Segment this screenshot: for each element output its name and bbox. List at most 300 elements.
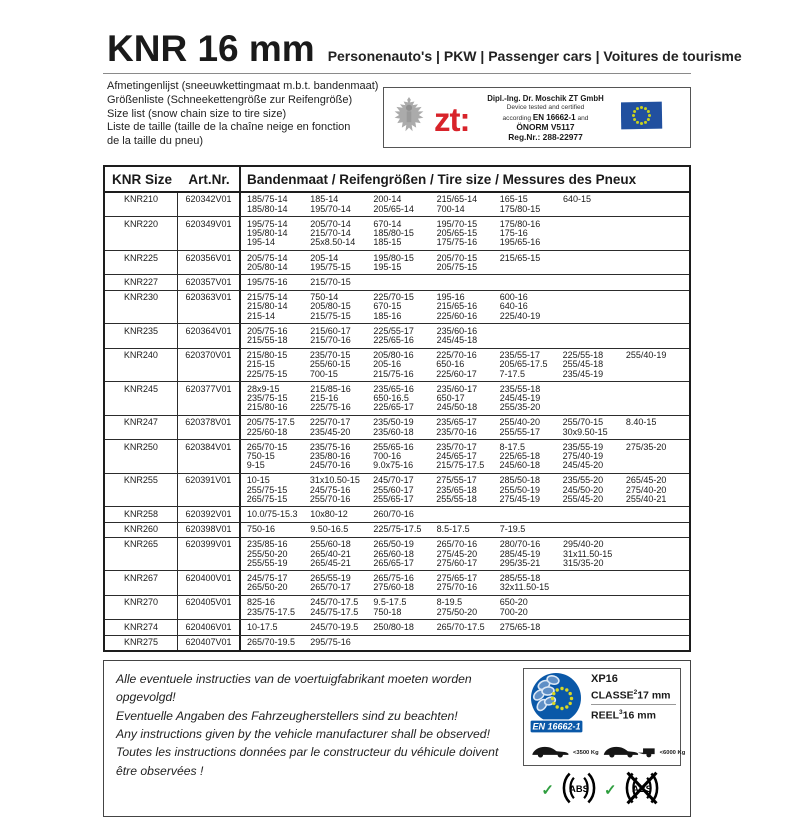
- tire-size-value: 10x80-12: [310, 508, 348, 519]
- no-abs-check-icon: ✓: [604, 781, 617, 799]
- tire-size-value: 9.5-17.5: [373, 597, 407, 608]
- tire-size-value: 255/60-15: [309, 359, 351, 370]
- reel-label: REEL: [591, 709, 620, 722]
- page-title: KNR 16 mm: [107, 28, 315, 69]
- tire-size-value: 235/50-19: [373, 417, 414, 428]
- tire-size-value: 255/55-17: [499, 426, 540, 437]
- tire-column: [247, 623, 310, 632]
- tire-sizes-cell: [239, 636, 689, 650]
- table-row: [105, 251, 689, 275]
- tire-sizes-cell: [239, 507, 689, 521]
- tire-column: [373, 351, 436, 379]
- knr-size-cell: KNR275: [105, 636, 178, 650]
- tire-size-value: 205/65-14: [373, 203, 414, 214]
- car-icon: [528, 743, 572, 763]
- art-nr-cell: 620342V01: [185, 194, 232, 205]
- tire-size-value: 195/80-14: [247, 228, 288, 239]
- knr-size-cell: KNR255: [105, 474, 178, 507]
- tire-size-value: 245/70-17: [373, 475, 414, 486]
- tire-size-value: 225/65-16: [373, 334, 414, 345]
- header-knr-size: KNR Size: [111, 171, 172, 187]
- tire-column: [373, 327, 436, 345]
- tire-size-value: 650-20: [499, 597, 528, 608]
- tire-size-value: 235/55-19: [562, 441, 604, 452]
- tire-size-value: 255/50-19: [499, 484, 540, 495]
- abs-logo-icon: [558, 771, 600, 810]
- tire-column: [310, 220, 373, 248]
- title-divider: [103, 73, 691, 74]
- tire-size-value: 215/65-16: [436, 301, 478, 312]
- tire-sizes-cell: [239, 324, 689, 347]
- tire-size-value: 255/40-21: [625, 493, 667, 504]
- abs-crossed-logo-icon: [621, 771, 663, 810]
- tire-size-value: 700-20: [499, 606, 528, 617]
- tire-size-value: 265/40-21: [310, 548, 351, 559]
- tire-size-value: 825-16: [247, 597, 276, 608]
- tire-column: [563, 540, 626, 568]
- tire-size-value: 245/70-17.5: [310, 597, 359, 608]
- tire-sizes-cell: [239, 275, 689, 289]
- title-row: [103, 28, 742, 70]
- car2-weight: <6000 Kg: [659, 749, 686, 756]
- tire-sizes-cell: [239, 571, 689, 594]
- tire-size-value: 225/60-17: [436, 368, 477, 379]
- table-row: [105, 507, 689, 522]
- document-page: [103, 28, 742, 817]
- tire-size-value: 750-18: [373, 606, 402, 617]
- tire-size-value: 185-15: [373, 237, 402, 248]
- tire-column: [437, 385, 500, 413]
- tire-column: [247, 443, 310, 471]
- tire-size-value: 225/55-18: [562, 350, 604, 361]
- tire-sizes-cell: [239, 349, 689, 382]
- tire-size-value: 31x10.50-15: [309, 475, 360, 486]
- tire-column: [563, 443, 626, 471]
- tire-column: [247, 195, 310, 213]
- art-nr-cell: 620392V01: [185, 508, 232, 519]
- tire-size-value: 32x11.50-15: [499, 582, 550, 593]
- knr-size-cell: KNR247: [105, 416, 178, 439]
- tire-size-value: 195-15: [373, 261, 402, 272]
- tire-size-value: 235/55-20: [562, 475, 604, 486]
- tire-size-value: 205/75-15: [436, 261, 478, 272]
- tire-column: [247, 540, 310, 568]
- tire-size-value: 255/55-19: [247, 557, 288, 568]
- tire-size-value: 295/75-16: [310, 637, 351, 647]
- footer-right: [523, 668, 686, 810]
- tire-size-value: 650-16: [436, 359, 465, 370]
- page-subtitle: Personenauto's | PKW | Passenger cars | Voitures de tourisme: [327, 48, 742, 64]
- tire-size-value: 255/35-20: [499, 402, 541, 413]
- table-row: [105, 324, 689, 348]
- tire-size-value: 260/70-16: [373, 508, 414, 519]
- tire-size-value: 235/70-16: [436, 426, 477, 437]
- classe-sup: 2: [633, 688, 638, 696]
- art-nr-cell: 620405V01: [185, 597, 232, 608]
- tire-column: [437, 220, 500, 248]
- car-trailer-icon: [601, 743, 659, 763]
- cert-company: Dipl.-Ing. Dr. Moschik ZT GmbH: [487, 93, 604, 103]
- tire-size-value: 245/75-17: [247, 572, 288, 583]
- table-row: [105, 275, 689, 290]
- tire-size-value: 275/40-20: [625, 484, 667, 495]
- tire-size-value: 185-16: [373, 310, 402, 321]
- tire-column: [310, 443, 373, 471]
- tire-column: [310, 623, 373, 632]
- tire-size-value: 235/45-19: [562, 368, 604, 379]
- tire-size-value: 8.5-17.5: [436, 524, 470, 535]
- tire-size-value: 225/75-15: [246, 368, 288, 379]
- tire-size-value: 265/45-20: [625, 475, 667, 486]
- tire-size-value: 245/50-20: [562, 484, 604, 495]
- art-nr-cell: 620377V01: [185, 383, 232, 394]
- tire-size-value: 215/55-18: [247, 334, 288, 345]
- tire-sizes-cell: [239, 193, 689, 216]
- tire-size-value: 275/60-17: [436, 557, 478, 568]
- footer-box: [103, 660, 691, 817]
- table-row: [105, 571, 689, 595]
- tire-column: [310, 293, 373, 321]
- tire-size-value: 7-17.5: [499, 368, 525, 379]
- tire-size-value: 25x8.50-14: [310, 237, 356, 248]
- tire-size-value: 245/60-18: [499, 460, 540, 471]
- tire-size-value: 225/55-17: [373, 325, 414, 336]
- cert-tested-line: Device tested and certified: [506, 104, 585, 112]
- tire-column: [310, 195, 373, 213]
- tire-size-value: 215/75-16: [373, 368, 414, 379]
- tire-column: [437, 254, 500, 272]
- knr-size-cell: KNR210: [105, 193, 178, 216]
- tire-size-value: 225/65-17: [373, 402, 414, 413]
- table-row: [105, 416, 689, 440]
- tire-size-value: 195-14: [247, 237, 276, 248]
- tire-size-value: 215/85-16: [310, 383, 351, 394]
- tire-size-value: 245/70-16: [309, 460, 351, 471]
- tire-size-value: 195/75-14: [247, 218, 288, 229]
- tire-size-value: 640-16: [499, 301, 528, 312]
- tire-size-value: 165-15: [499, 194, 528, 205]
- instruction-line: être observées !: [116, 763, 204, 778]
- tire-size-value: 185-14: [310, 194, 339, 205]
- tire-column: [500, 574, 563, 592]
- size-list-line: Größenliste (Schneekettengröße zur Reifengröße): [107, 93, 353, 106]
- tire-size-value: 31x11.50-15: [562, 548, 613, 559]
- cert-reg-nr: Reg.Nr.: 288-22977: [508, 131, 583, 142]
- tire-size-value: 245/75-16: [309, 484, 351, 495]
- tire-size-value: 285/50-18: [499, 475, 540, 486]
- tire-size-value: 670-15: [373, 301, 402, 312]
- tire-size-value: 255/40-20: [499, 417, 540, 428]
- tire-column: [437, 195, 500, 213]
- badge-reel-line: [591, 706, 676, 723]
- tire-size-value: 700-15: [309, 368, 338, 379]
- tire-size-value: 8-17.5: [499, 441, 525, 452]
- tire-column: [500, 293, 563, 321]
- tire-size-value: 255/50-20: [247, 548, 288, 559]
- tire-size-value: 205/65-17.5: [499, 359, 548, 370]
- en16662-badge-box: [523, 668, 686, 766]
- art-nr-cell: 620370V01: [185, 350, 232, 361]
- tire-size-value: 255/65-17: [373, 493, 414, 504]
- tire-column: [310, 574, 373, 592]
- tire-column: [436, 476, 499, 504]
- table-header: [105, 167, 689, 193]
- tire-size-value: 640-15: [562, 194, 591, 205]
- tire-column: [310, 525, 373, 534]
- tire-size-value: 265/60-18: [373, 548, 414, 559]
- tire-column: [437, 540, 500, 568]
- tire-size-value: 9-15: [246, 460, 265, 471]
- tire-size-value: 205-14: [310, 252, 339, 263]
- tire-column: [373, 623, 436, 632]
- tire-sizes-cell: [239, 523, 689, 537]
- tire-size-value: 600-16: [499, 292, 528, 303]
- tire-column: [500, 598, 563, 616]
- tire-column: [373, 195, 436, 213]
- art-nr-cell: 620399V01: [185, 539, 232, 550]
- table-row: [105, 596, 689, 620]
- classe-label: CLASSE: [591, 689, 634, 702]
- table-row: [105, 382, 689, 416]
- tire-column: [626, 476, 689, 504]
- tire-size-value: 275/55-17: [436, 475, 477, 486]
- tire-size-value: 215-14: [247, 310, 276, 321]
- tire-size-value: 295/35-21: [499, 557, 541, 568]
- table-row: [105, 636, 689, 650]
- tire-column: [437, 525, 500, 534]
- art-nr-cell: 620406V01: [185, 621, 232, 632]
- tire-column: [247, 598, 310, 616]
- tire-column: [373, 385, 436, 413]
- tire-sizes-cell: [239, 382, 689, 415]
- tire-column: [247, 351, 310, 379]
- tire-column: [310, 638, 373, 647]
- tire-size-value: 265/50-19: [373, 539, 414, 550]
- knr-size-cell: KNR220: [105, 217, 178, 250]
- certification-box: [383, 87, 691, 148]
- tire-size-value: 215/80-16: [247, 402, 288, 413]
- instruction-line: Toutes les instructions données par le constructeur du véhicule doivent: [116, 745, 499, 760]
- tire-size-value: 225/60-18: [246, 426, 288, 437]
- tire-column: [310, 418, 373, 436]
- tire-size-value: 750-15: [246, 450, 275, 461]
- tire-column: [310, 254, 373, 272]
- tire-column: [373, 254, 436, 272]
- tire-size-value: 30x9.50-15: [562, 426, 608, 437]
- tire-column: [563, 195, 626, 213]
- table-row: [105, 538, 689, 572]
- tire-size-value: 235/65-18: [436, 484, 477, 495]
- tire-size-value: 280/70-16: [499, 539, 541, 550]
- knr-size-cell: KNR274: [105, 620, 178, 634]
- tire-column: [373, 443, 436, 471]
- tire-column: [247, 574, 310, 592]
- certification-text: [476, 94, 614, 143]
- abs-text: ABS: [569, 783, 589, 794]
- badge-cars-row: [528, 743, 686, 763]
- knr-size-cell: KNR260: [105, 523, 178, 537]
- tire-size-value: 205/70-15: [436, 252, 478, 263]
- zt-logo: zt:: [434, 100, 470, 138]
- art-nr-cell: 620398V01: [185, 524, 232, 535]
- art-nr-cell: 620407V01: [185, 637, 232, 647]
- tire-size-value: 235/55-17: [499, 350, 540, 361]
- tire-column: [436, 351, 499, 379]
- tire-size-value: 245/45-19: [499, 392, 541, 403]
- art-nr-cell: 620349V01: [185, 218, 232, 229]
- tire-size-value: 215/75-14: [247, 292, 288, 303]
- tire-column: [373, 220, 436, 248]
- tire-size-value: 215/65-14: [436, 194, 478, 205]
- tire-size-value: 235/75-16: [309, 441, 351, 452]
- badge-texts: [591, 672, 676, 741]
- tire-size-value: 255/45-20: [562, 493, 604, 504]
- tire-size-value: 265/70-16: [436, 539, 478, 550]
- tire-size-value: 275/40-19: [562, 450, 604, 461]
- tire-size-value: 215-15: [246, 359, 275, 370]
- tire-size-value: 265/50-20: [247, 582, 288, 593]
- abs-text: ABS: [631, 783, 652, 794]
- tire-size-value: 205/80-16: [373, 350, 414, 361]
- table-row: [105, 523, 689, 538]
- tire-column: [373, 510, 436, 519]
- tire-column: [437, 623, 500, 632]
- tire-size-value: 10-15: [246, 475, 270, 486]
- tire-size-value: 275/65-18: [499, 621, 541, 632]
- tire-column: [247, 638, 310, 647]
- tire-size-value: 205/75-14: [247, 252, 288, 263]
- tire-size-value: 275/45-20: [436, 548, 478, 559]
- tire-size-value: 245/50-18: [436, 402, 478, 413]
- tire-size-value: 225/65-18: [499, 450, 540, 461]
- tire-size-value: 265/70-17: [310, 582, 351, 593]
- tire-size-value: 205/65-15: [436, 228, 478, 239]
- tire-size-value: 275/35-20: [625, 441, 667, 452]
- tire-size-value: 245/45-20: [562, 460, 604, 471]
- tire-column: [499, 418, 562, 436]
- tire-column: [310, 510, 373, 519]
- tire-size-value: 205/75-17.5: [246, 417, 295, 428]
- tire-column: [373, 574, 436, 592]
- tire-size-value: 225/40-19: [499, 310, 541, 321]
- reel-value: 16 mm: [622, 709, 656, 722]
- table-row: [105, 217, 689, 251]
- tire-size-value: 28x9-15: [247, 383, 280, 394]
- tire-size-value: 700-16: [373, 450, 402, 461]
- tire-size-value: 235/60-17: [436, 383, 478, 394]
- tire-size-value: 235/70-17: [436, 441, 477, 452]
- tire-size-value: 225/75-17.5: [373, 524, 422, 535]
- tire-size-value: 205/75-16: [247, 325, 288, 336]
- tire-size-value: 235/55-18: [499, 383, 541, 394]
- tire-column: [437, 598, 500, 616]
- tire-column: [247, 385, 310, 413]
- tire-column: [499, 443, 562, 471]
- tire-size-value: 255/40-19: [625, 350, 667, 361]
- tire-column: [310, 598, 373, 616]
- tire-size-value: 265/70-15: [246, 441, 288, 452]
- eu-flag-icon: [621, 101, 663, 135]
- tire-column: [437, 574, 500, 592]
- tire-size-value: 200-14: [373, 194, 402, 205]
- tire-column: [247, 476, 310, 504]
- tire-size-value: 285/55-18: [499, 572, 541, 583]
- tire-size-value: 195/80-15: [373, 252, 414, 263]
- knr-size-cell: KNR250: [105, 440, 178, 473]
- tire-size-value: 245/70-19.5: [310, 621, 359, 632]
- tire-size-value: 275/60-18: [373, 582, 414, 593]
- tire-column: [310, 385, 373, 413]
- tire-size-value: 215/70-15: [310, 276, 351, 287]
- tire-column: [373, 476, 436, 504]
- size-list-descriptions: [103, 80, 378, 149]
- tire-size-value: 175-16: [499, 228, 528, 239]
- austrian-eagle-icon: [391, 94, 427, 141]
- tire-size-value: 215/75-17.5: [436, 460, 485, 471]
- classe-value: 17 mm: [637, 689, 671, 702]
- tire-size-value: 215-16: [310, 392, 339, 403]
- reel-sup: 3: [619, 709, 623, 717]
- tire-size-value: 225/70-17: [309, 417, 351, 428]
- tire-size-value: 255/65-16: [373, 441, 414, 452]
- tire-size-value: 285/45-19: [499, 548, 541, 559]
- cert-and: and: [577, 114, 589, 122]
- tire-size-value: 10.0/75-15.3: [247, 508, 298, 519]
- cert-onorm: ÖNORM V5117: [516, 122, 575, 133]
- tire-size-value: 265/70-17.5: [436, 621, 485, 632]
- tire-size-value: 205/70-14: [310, 218, 351, 229]
- tire-column: [500, 220, 563, 248]
- knr-size-cell: KNR270: [105, 596, 178, 619]
- tire-size-value: 265/45-21: [310, 557, 351, 568]
- tire-size-value: 8.40-15: [625, 417, 657, 428]
- tire-column: [247, 278, 310, 287]
- knr-size-cell: KNR225: [105, 251, 178, 274]
- tire-column: [373, 418, 436, 436]
- tire-size-value: 265/70-19.5: [247, 637, 296, 647]
- tire-column: [500, 254, 563, 272]
- art-nr-cell: 620378V01: [185, 417, 232, 428]
- tire-column: [500, 623, 563, 632]
- tire-size-value: 275/70-16: [436, 582, 478, 593]
- tire-sizes-cell: [239, 596, 689, 619]
- tire-size-value: 195/75-16: [247, 276, 288, 287]
- cert-according: according: [502, 114, 532, 122]
- tire-size-value: 225/70-16: [436, 350, 477, 361]
- tire-size-value: 225/75-16: [310, 402, 351, 413]
- size-list-line: Liste de taille (taille de la chaîne neige en fonction: [107, 121, 351, 134]
- tire-size-value: 235/75-15: [247, 392, 288, 403]
- tire-size-value: 205/80-15: [310, 301, 351, 312]
- tire-sizes-cell: [239, 291, 689, 324]
- tire-size-value: 245/75-17.5: [310, 606, 359, 617]
- tire-size-value: 175/80-15: [499, 203, 541, 214]
- art-nr-cell: 620391V01: [185, 475, 232, 486]
- tire-size-value: 650-17: [436, 392, 465, 403]
- tire-size-value: 700-14: [436, 203, 465, 214]
- snow-chain-badge-icon: [528, 672, 586, 741]
- tire-size-value: 195/65-16: [499, 237, 541, 248]
- tire-column: [436, 443, 499, 471]
- tire-column: [247, 327, 310, 345]
- tire-size-value: 235/65-16: [373, 383, 414, 394]
- tire-size-value: 215/80-14: [247, 301, 288, 312]
- car1-weight: <3500 Kg: [573, 749, 599, 756]
- tire-column: [310, 327, 373, 345]
- table-header-left: [105, 167, 239, 191]
- tire-size-value: 235/60-18: [373, 426, 414, 437]
- tire-size-value: 255/55-18: [436, 493, 477, 504]
